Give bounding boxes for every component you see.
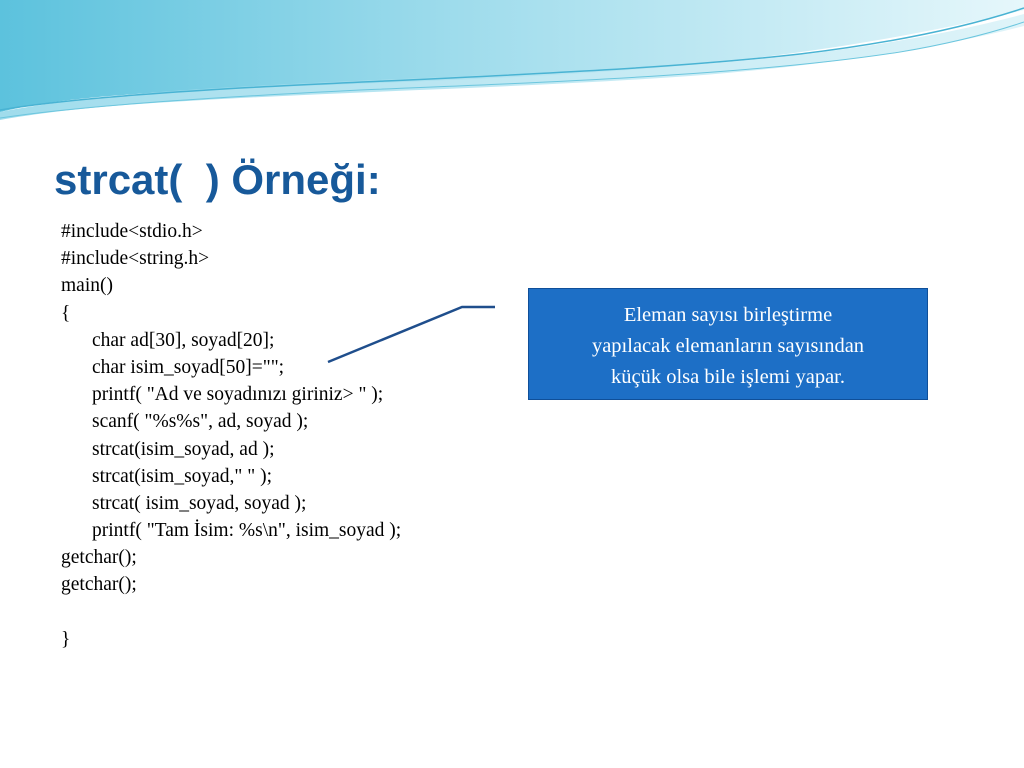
code-line: char ad[30], soyad[20];: [92, 329, 275, 351]
code-line: scanf( "%s%s", ad, soyad );: [92, 411, 309, 433]
callout-box: Eleman sayısı birleştirme yapılacak elemanların sayısından küçük olsa bile işlemi yapar.: [528, 288, 928, 400]
code-line: getchar();: [61, 574, 137, 596]
header-wave-decoration: [0, 0, 1024, 125]
code-line: }: [61, 628, 71, 650]
code-line: printf( "Tam İsim: %s\n", isim_soyad );: [92, 520, 402, 542]
code-line: getchar();: [61, 547, 137, 569]
code-line: {: [61, 302, 71, 324]
code-line: char isim_soyad[50]="";: [92, 356, 285, 378]
code-line: #include<string.h>: [61, 248, 210, 270]
code-line: [61, 599, 401, 626]
code-block: [61, 218, 401, 653]
slide-title: strcat( ) Örneği:: [54, 156, 381, 203]
code-line: strcat( isim_soyad, soyad );: [92, 492, 307, 514]
code-line: printf( "Ad ve soyadınızı giriniz> " );: [92, 384, 384, 406]
code-line: #include<stdio.h>: [61, 221, 203, 242]
code-line: strcat(isim_soyad," " );: [92, 465, 273, 487]
code-line: main(): [61, 275, 113, 297]
code-line: strcat(isim_soyad, ad );: [92, 438, 275, 460]
